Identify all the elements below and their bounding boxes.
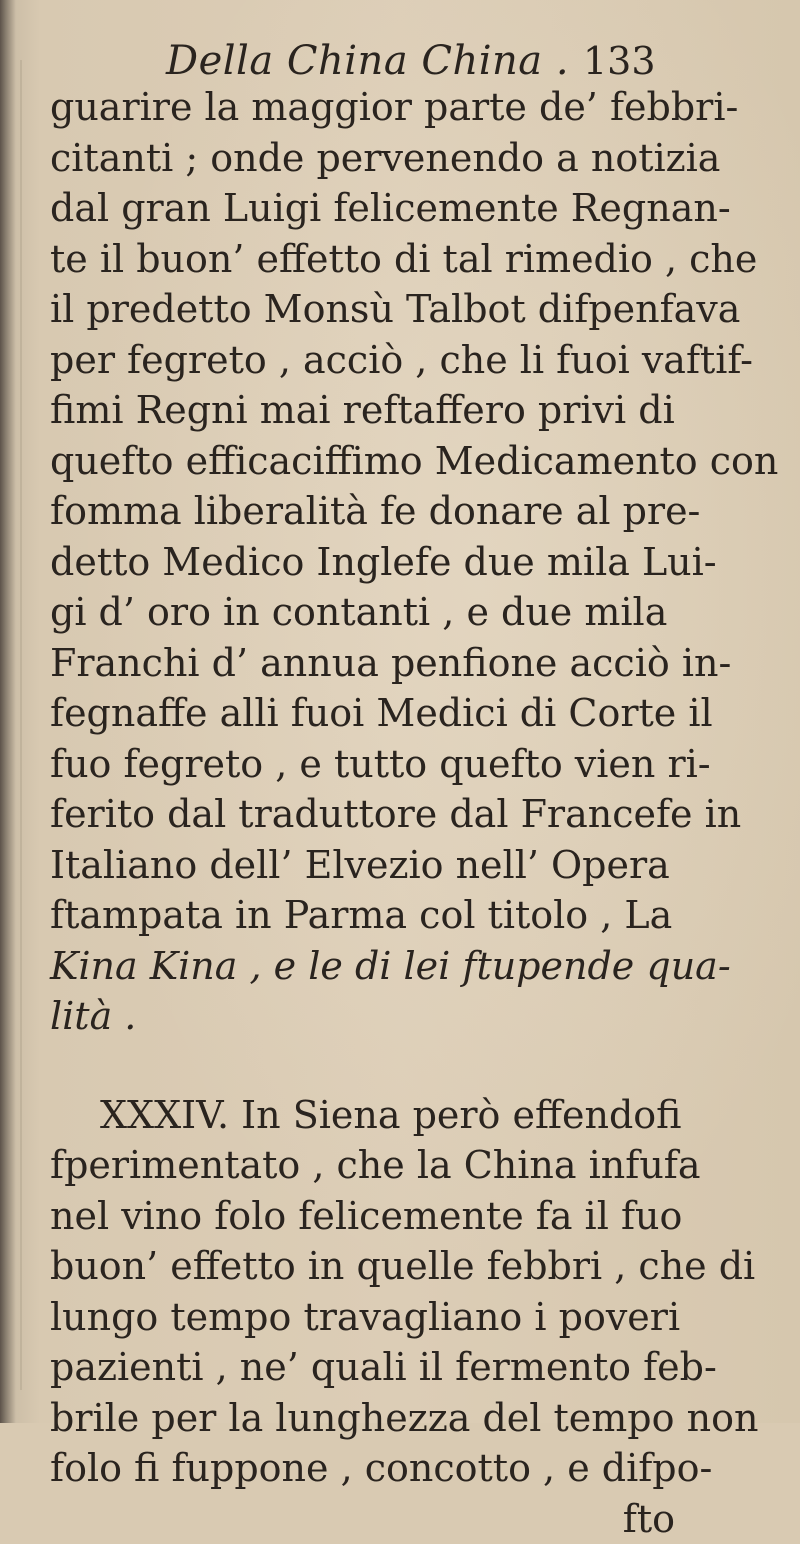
text-line: citanti ; onde pervenendo a notizia	[50, 133, 785, 184]
text-line: gi d’ oro in contanti , e due mila	[50, 587, 785, 638]
text-line: detto Medico Inglefe due mila Lui-	[50, 537, 785, 588]
text-line: brile per la lunghezza del tempo non	[50, 1393, 785, 1444]
text-line: te il buon’ effetto di tal rimedio , che	[50, 234, 785, 285]
text-line: dal gran Luigi felicemente Regnan-	[50, 183, 785, 234]
text-line: guarire la maggior parte de’ febbri-	[50, 82, 785, 133]
page-header	[0, 36, 800, 86]
text-line: fimi Regni mai reftaffero privi di	[50, 385, 785, 436]
catchword: fto	[50, 1494, 785, 1544]
text-line: per fegreto , acciò , che li fuoi vaftif-	[50, 335, 785, 386]
text-line-italic: Kina Kina , e le di lei ftupende qua-	[50, 941, 785, 992]
text-line: ferito dal traduttore dal Francefe in	[50, 789, 785, 840]
text-line: Italiano dell’ Elvezio nell’ Opera	[50, 840, 785, 891]
text-line: fperimentato , che la China infufa	[50, 1140, 785, 1191]
text-line: folo fi fuppone , concotto , e difpo-	[50, 1443, 785, 1494]
section-heading-line: XXXIV. In Siena però effendofi	[50, 1090, 785, 1141]
text-line: fuo fegreto , e tutto quefto vien ri-	[50, 739, 785, 790]
text-line: fegnaffe alli fuoi Medici di Corte il	[50, 688, 785, 739]
paragraph-2	[50, 1090, 785, 1544]
text-line: il predetto Monsù Talbot difpenfava	[50, 284, 785, 335]
text-line: nel vino folo felicemente fa il fuo	[50, 1191, 785, 1242]
page-binding-edge	[20, 60, 22, 1390]
text-line: ftampata in Parma col titolo , La	[50, 890, 785, 941]
text-line: Franchi d’ annua penfione acciò in-	[50, 638, 785, 689]
running-title: Della China China .	[166, 36, 569, 86]
page-number: 133	[583, 36, 656, 86]
text-line: lungo tempo travagliano i poveri	[50, 1292, 785, 1343]
text-line: fomma liberalità fe donare al pre-	[50, 486, 785, 537]
paragraph-gap	[50, 1042, 785, 1090]
paragraph-1	[50, 82, 785, 1042]
text-line-italic: lità .	[50, 991, 785, 1042]
body-text	[50, 82, 785, 1544]
text-line: buon’ effetto in quelle febbri , che di	[50, 1241, 785, 1292]
text-line: quefto efficaciffimo Medicamento con	[50, 436, 785, 487]
text-line: pazienti , ne’ quali il fermento feb-	[50, 1342, 785, 1393]
